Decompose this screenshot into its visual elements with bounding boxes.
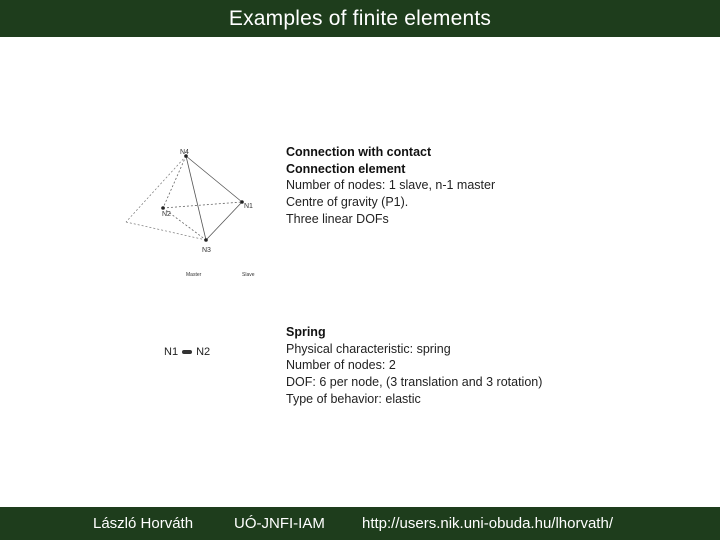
section1-title-line-2: Connection element: [286, 161, 406, 176]
edge-outer-left: [126, 156, 186, 222]
legend-slave: Slave: [242, 272, 255, 278]
edge-n2-n1: [163, 202, 242, 208]
footer-url-link[interactable]: http://users.nik.uni-obuda.hu/lhorvath/: [362, 515, 613, 532]
section1-title-line-1: Connection with contact: [286, 145, 432, 159]
spring-diagram: [164, 346, 210, 358]
section2-line: Number of nodes: 2: [286, 358, 396, 373]
section2-line: Type of behavior: elastic: [286, 391, 421, 406]
spring-description: [286, 324, 542, 408]
slide-title: Examples of finite elements: [228, 6, 492, 30]
section2-line: Physical characteristic: spring: [286, 341, 451, 356]
node-n2: [161, 206, 165, 210]
section2-title: Spring: [286, 325, 326, 339]
spring-node-n1: N1: [164, 346, 179, 358]
spring-symbol-icon: [182, 350, 192, 354]
legend-master: Master: [186, 272, 202, 278]
edge-n4-n1: [186, 156, 242, 202]
edge-n4-n2: [163, 156, 186, 208]
edge-n1-n3: [206, 202, 242, 240]
footer-author: László Horváth: [93, 515, 194, 532]
footer-institution: UÓ-JNFI-IAM: [234, 515, 325, 532]
connection-element-description: [286, 144, 495, 228]
label-n2: N2: [162, 211, 171, 218]
label-n4: N4: [180, 149, 189, 156]
section1-line: Number of nodes: 1 slave, n-1 master: [286, 178, 496, 193]
edge-outer-bottom: [126, 222, 206, 240]
section1-line: Three linear DOFs: [286, 211, 389, 226]
slide-header: [0, 0, 720, 37]
connection-element-diagram: [118, 142, 268, 282]
spring-node-n2: N2: [196, 346, 211, 358]
label-n3: N3: [202, 247, 211, 254]
label-n1: N1: [244, 203, 253, 210]
node-n3: [204, 238, 208, 242]
slide-footer: [0, 507, 720, 540]
section2-line: DOF: 6 per node, (3 translation and 3 rotation): [286, 375, 543, 390]
section1-line: Centre of gravity (P1).: [286, 195, 409, 210]
